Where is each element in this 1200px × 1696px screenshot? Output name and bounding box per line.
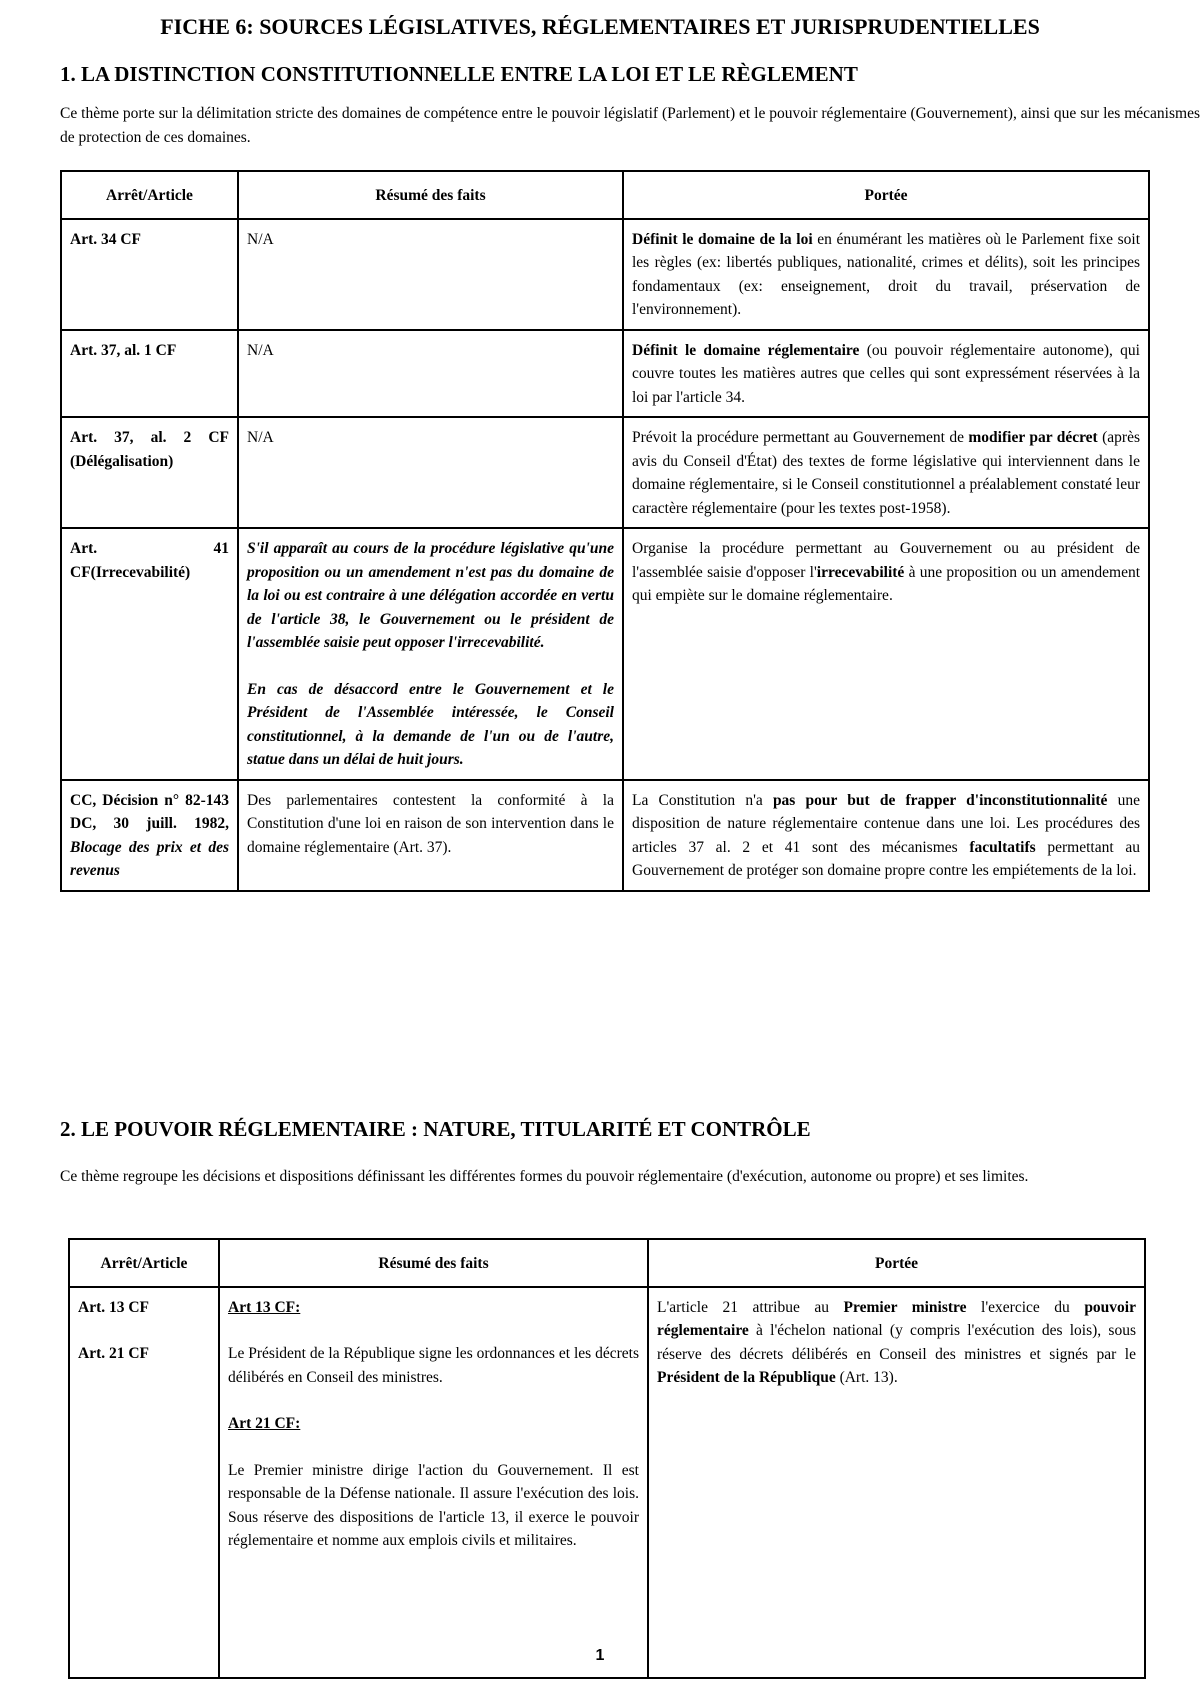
ref-cell: Art. 37, al. 1 CF [61, 330, 238, 418]
scope-cell [623, 417, 1149, 528]
scope-text: (Art. 13). [835, 1369, 898, 1386]
column-header: Portée [648, 1239, 1145, 1287]
column-header: Résumé des faits [219, 1239, 648, 1287]
paragraph-gap [228, 1319, 639, 1342]
scope-text: à une proposition ou un amendement qui empiète sur le domaine réglementaire. [632, 563, 1141, 604]
column-header: Arrêt/Article [61, 171, 238, 219]
scope-emphasis: Premier ministre [843, 1298, 967, 1316]
table-row [61, 330, 1149, 418]
scope-cell [623, 330, 1149, 418]
ref-cell: Art. 37, al. 2 CF (Délégalisation) [61, 417, 238, 528]
paragraph-gap [247, 655, 614, 678]
facts-paragraph: Le Premier ministre dirige l'action du Gouvernement. Il est responsable de la Défense nationale. Il assure l'exécution des lois. Sous réserve des dispositions de l'article 13, il exerce le pouvoir réglementaire et nomme aux emplois civils et militaires. [228, 1461, 639, 1549]
paragraph-gap [78, 1319, 210, 1342]
ref-cell [69, 1287, 219, 1678]
scope-text: Organise la procédure permettant au Gouvernement ou au président de l'assemblée saisie d'opposer l' [632, 540, 1140, 581]
scope-emphasis: pouvoir réglementaire [657, 1298, 1136, 1339]
facts-cell: N/A [238, 219, 623, 330]
scope-cell [623, 219, 1149, 330]
facts-paragraph: En cas de désaccord entre le Gouvernement et le Président de l'Assemblée intéressée, le Conseil constitutionnel, à la demande de l'un ou de l'autre, statue dans un délai de huit jours. [247, 680, 614, 768]
scope-emphasis: Définit le domaine réglementaire [632, 341, 860, 359]
section-2-intro: Ce thème regroupe les décisions et dispositions définissant les différentes formes du pouvoir réglementaire (d'exécution, autonome ou propre) et ses limites. [60, 1168, 1029, 1185]
ref-cell [61, 780, 238, 891]
facts-cell: N/A [238, 330, 623, 418]
scope-text: permettant au Gouvernement de protéger son domaine propre contre les empiétements de la loi. [632, 838, 1140, 879]
column-header: Arrêt/Article [69, 1239, 219, 1287]
scope-emphasis: modifier par décret [968, 429, 1098, 446]
section-2-table [68, 1238, 1146, 1679]
facts-cell: Des parlementaires contestent la conformité à la Constitution d'une loi en raison de son intervention dans le domaine réglementaire (Art. 37). [238, 780, 623, 891]
table-row [69, 1287, 1145, 1678]
facts-cell [238, 528, 623, 780]
scope-text: (ou pouvoir réglementaire autonome), qui couvre toutes les matières autres que celles qui sont expressément réservées à la loi par l'article 34. [632, 341, 1140, 406]
scope-cell [648, 1287, 1145, 1678]
ref-cell: Art. 34 CF [61, 219, 238, 330]
table-row [61, 528, 1149, 780]
scope-cell [623, 780, 1149, 891]
document-title: FICHE 6: SOURCES LÉGISLATIVES, RÉGLEMENTAIRES ET JURISPRUDENTIELLES [160, 14, 1040, 39]
scope-emphasis: Définit le domaine de la loi [632, 230, 813, 248]
facts-subheading: Art 21 CF: [228, 1415, 301, 1432]
scope-text: (après avis du Conseil d'État) des textes de forme législative qui interviennent dans le domaine réglementaire, si le Conseil constitutionnel a préalablement constaté leur caractère réglementaire (pour les textes post-1958). [632, 429, 1141, 517]
paragraph-gap [228, 1389, 639, 1412]
scope-text: La Constitution n'a [632, 791, 773, 809]
facts-cell: N/A [238, 417, 623, 528]
scope-emphasis: pas pour but de frapper d'inconstitutionnalité [772, 791, 1108, 809]
facts-paragraph: S'il apparaît au cours de la procédure législative qu'une proposition ou un amendement n'est pas du domaine de la loi ou est contraire à une délégation accordée en vertu de l'article 38, le Gouvernement ou le président de l'assemblée saisie peut opposer l'irrecevabilité. [247, 540, 614, 651]
table-row [61, 219, 1149, 330]
ref-text: Art. 21 CF [78, 1345, 150, 1362]
scope-emphasis: facultatifs [969, 838, 1036, 856]
paragraph-gap [228, 1436, 639, 1459]
facts-subheading: Art 13 CF: [228, 1298, 301, 1316]
scope-emphasis: irrecevabilité [816, 563, 905, 581]
ref-cell: Art. 41 CF(Irrecevabilité) [61, 528, 238, 780]
facts-paragraph: Le Président de la République signe les ordonnances et les décrets délibérés en Conseil des ministres. [228, 1345, 639, 1386]
ref-case-name: Blocage des prix et des revenus [70, 838, 229, 879]
ref-text: Art. 13 CF [78, 1298, 150, 1316]
table-header-row [61, 171, 1149, 219]
ref-text: CC, Décision n° 82-143 DC, 30 juill. 1982, [70, 791, 229, 832]
scope-text: L'article 21 attribue au [657, 1298, 844, 1316]
table-header-row [69, 1239, 1145, 1287]
column-header: Portée [623, 171, 1149, 219]
facts-cell [219, 1287, 648, 1678]
section-1-intro: Ce thème porte sur la délimitation stricte des domaines de compétence entre le pouvoir législatif (Parlement) et le pouvoir réglementaire (Gouvernement), ainsi que sur les mécanismes de protection de ces domaines. [60, 105, 1200, 146]
scope-text: l'exercice du [966, 1298, 1085, 1316]
scope-text: en énumérant les matières où le Parlement fixe soit les règles (ex: libertés publiques, nationalité, crimes et délits), soit les principes fondamentaux (ex: enseignement, droit du travail, préservation de l'environnement). [632, 230, 1141, 318]
section-2-heading: 2. LE POUVOIR RÉGLEMENTAIRE : NATURE, TITULARITÉ ET CONTRÔLE [60, 1117, 811, 1141]
section-1-heading: 1. LA DISTINCTION CONSTITUTIONNELLE ENTRE LA LOI ET LE RÈGLEMENT [60, 62, 858, 86]
scope-emphasis: Président de la République [657, 1369, 836, 1386]
scope-text: une disposition de nature réglementaire contenue dans une loi. Les procédures des articles 37 al. 2 et 41 sont des mécanismes [632, 791, 1140, 856]
table-row [61, 780, 1149, 891]
scope-text: à l'échelon national (y compris l'exécution des lois), sous réserve des décrets délibérés en Conseil des ministres et signés par le [657, 1322, 1136, 1363]
section-1-table [60, 170, 1150, 892]
page-number: 1 [595, 1647, 605, 1664]
column-header: Résumé des faits [238, 171, 623, 219]
scope-cell [623, 528, 1149, 780]
scope-text: Prévoit la procédure permettant au Gouvernement de [632, 429, 969, 446]
table-row [61, 417, 1149, 528]
